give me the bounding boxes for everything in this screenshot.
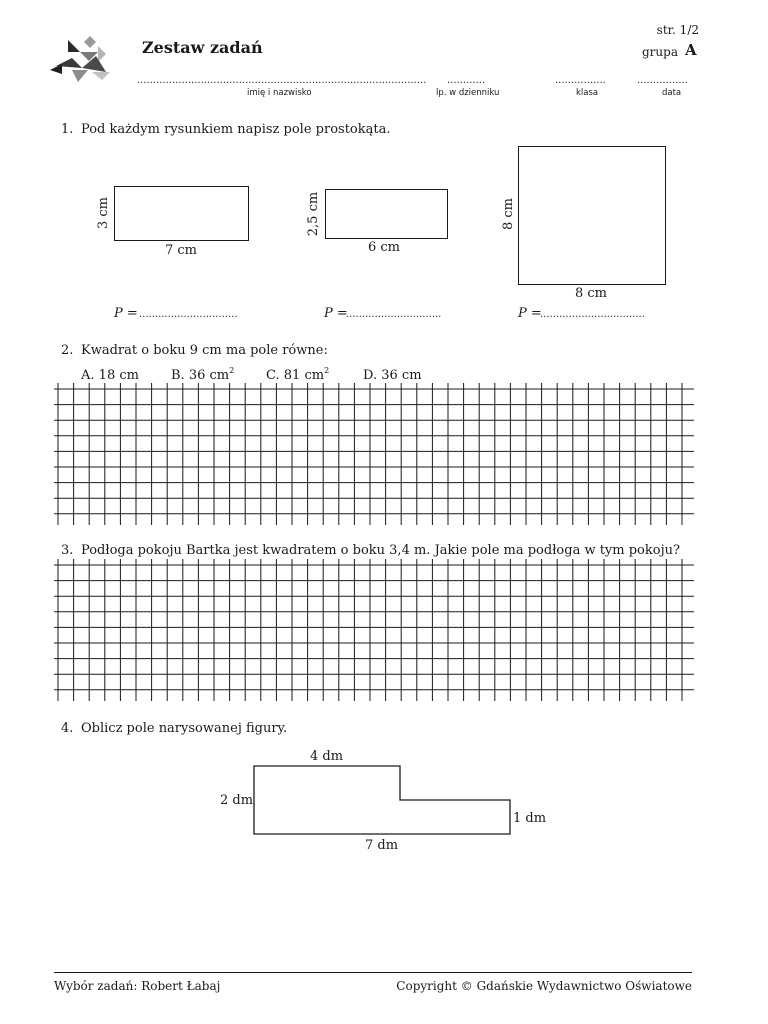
- answer-option-b[interactable]: [171, 368, 234, 384]
- answer-option-a-letter: A.: [81, 368, 95, 383]
- footer-author: Wybór zadań: Robert Łabaj: [54, 979, 221, 993]
- class-field-label: klasa: [576, 88, 599, 98]
- figure-bottom-label: 7 dm: [365, 838, 399, 853]
- rectangle-b: [325, 189, 448, 239]
- rectangle-a-bottom-label: 7 cm: [165, 243, 198, 258]
- rectangle-c: [518, 146, 666, 285]
- footer-copyright: Copyright © Gdańskie Wydawnictwo Oświatowe: [396, 979, 692, 993]
- rectangle-c-side-label: 8 cm: [501, 198, 516, 231]
- answer-grid-task-2[interactable]: [54, 383, 694, 525]
- answer-option-b-letter: B.: [171, 368, 185, 383]
- task-1-number: 1.: [61, 122, 74, 137]
- date-field[interactable]: ................: [637, 76, 688, 86]
- task-2-text: Kwadrat o boku 9 cm ma pole równe:: [81, 343, 328, 358]
- answer-option-d-value: 36 cm: [381, 368, 422, 383]
- answer-option-a[interactable]: [81, 368, 139, 384]
- tangram-logo-icon: [48, 34, 114, 86]
- date-field-label: data: [662, 88, 682, 98]
- figure-left-label: 2 dm: [220, 793, 254, 808]
- task-3-number: 3.: [61, 543, 74, 558]
- task-3-text: Podłoga pokoju Bartka jest kwadratem o boku 3,4 m. Jakie pole ma podłoga w tym pokoju?: [81, 543, 680, 558]
- name-field-label: imię i nazwisko: [247, 88, 312, 98]
- answer-option-c-value: 81 cm: [283, 368, 325, 383]
- rectangle-b-bottom-label: 6 cm: [368, 240, 401, 255]
- rectangle-b-answer-label: P =: [324, 306, 348, 321]
- rectangle-c-answer-label: P =: [518, 306, 542, 321]
- rectangle-a: [114, 186, 249, 241]
- task-1-text: Pod każdym rysunkiem napisz pole prostokąta.: [81, 122, 391, 137]
- figure-right-label: 1 dm: [513, 811, 547, 826]
- group-label: grupa: [642, 45, 678, 59]
- rectangle-a-answer-label: P =: [114, 306, 138, 321]
- answer-option-b-exponent: 2: [229, 366, 235, 375]
- rectangle-b-side-label: 2,5 cm: [306, 191, 321, 237]
- rectangle-c-bottom-label: 8 cm: [575, 286, 608, 301]
- group-value: A: [685, 41, 697, 59]
- rectangle-a-answer-field[interactable]: ...............................: [139, 310, 238, 320]
- rectangle-c-answer-field[interactable]: .................................: [540, 310, 645, 320]
- answer-option-c[interactable]: [266, 368, 329, 384]
- page-title: Zestaw zadań: [142, 38, 263, 57]
- number-field-label: lp. w dzienniku: [436, 88, 500, 98]
- answer-option-b-value: 36 cm: [188, 368, 230, 383]
- rectangle-b-answer-field[interactable]: ..............................: [346, 310, 442, 320]
- task-2-number: 2.: [61, 343, 74, 358]
- task-4-text: Oblicz pole narysowanej figury.: [81, 721, 288, 736]
- rectangle-a-side-label: 3 cm: [96, 197, 111, 230]
- figure-top-label: 4 dm: [310, 749, 344, 764]
- answer-grid-task-3[interactable]: [54, 559, 694, 701]
- task-4-number: 4.: [61, 721, 74, 736]
- name-field[interactable]: ...........................................................................................: [137, 76, 427, 86]
- footer-divider: [54, 972, 692, 973]
- answer-option-a-value: 18 cm: [98, 368, 139, 383]
- answer-option-c-letter: C.: [266, 368, 280, 383]
- answer-option-d[interactable]: [363, 368, 422, 384]
- class-field[interactable]: ................: [555, 76, 606, 86]
- answer-option-d-letter: D.: [363, 368, 378, 383]
- number-field[interactable]: ............: [447, 76, 486, 86]
- composite-figure: [250, 762, 516, 838]
- page-number: str. 1/2: [656, 23, 699, 37]
- answer-option-c-exponent: 2: [324, 366, 330, 375]
